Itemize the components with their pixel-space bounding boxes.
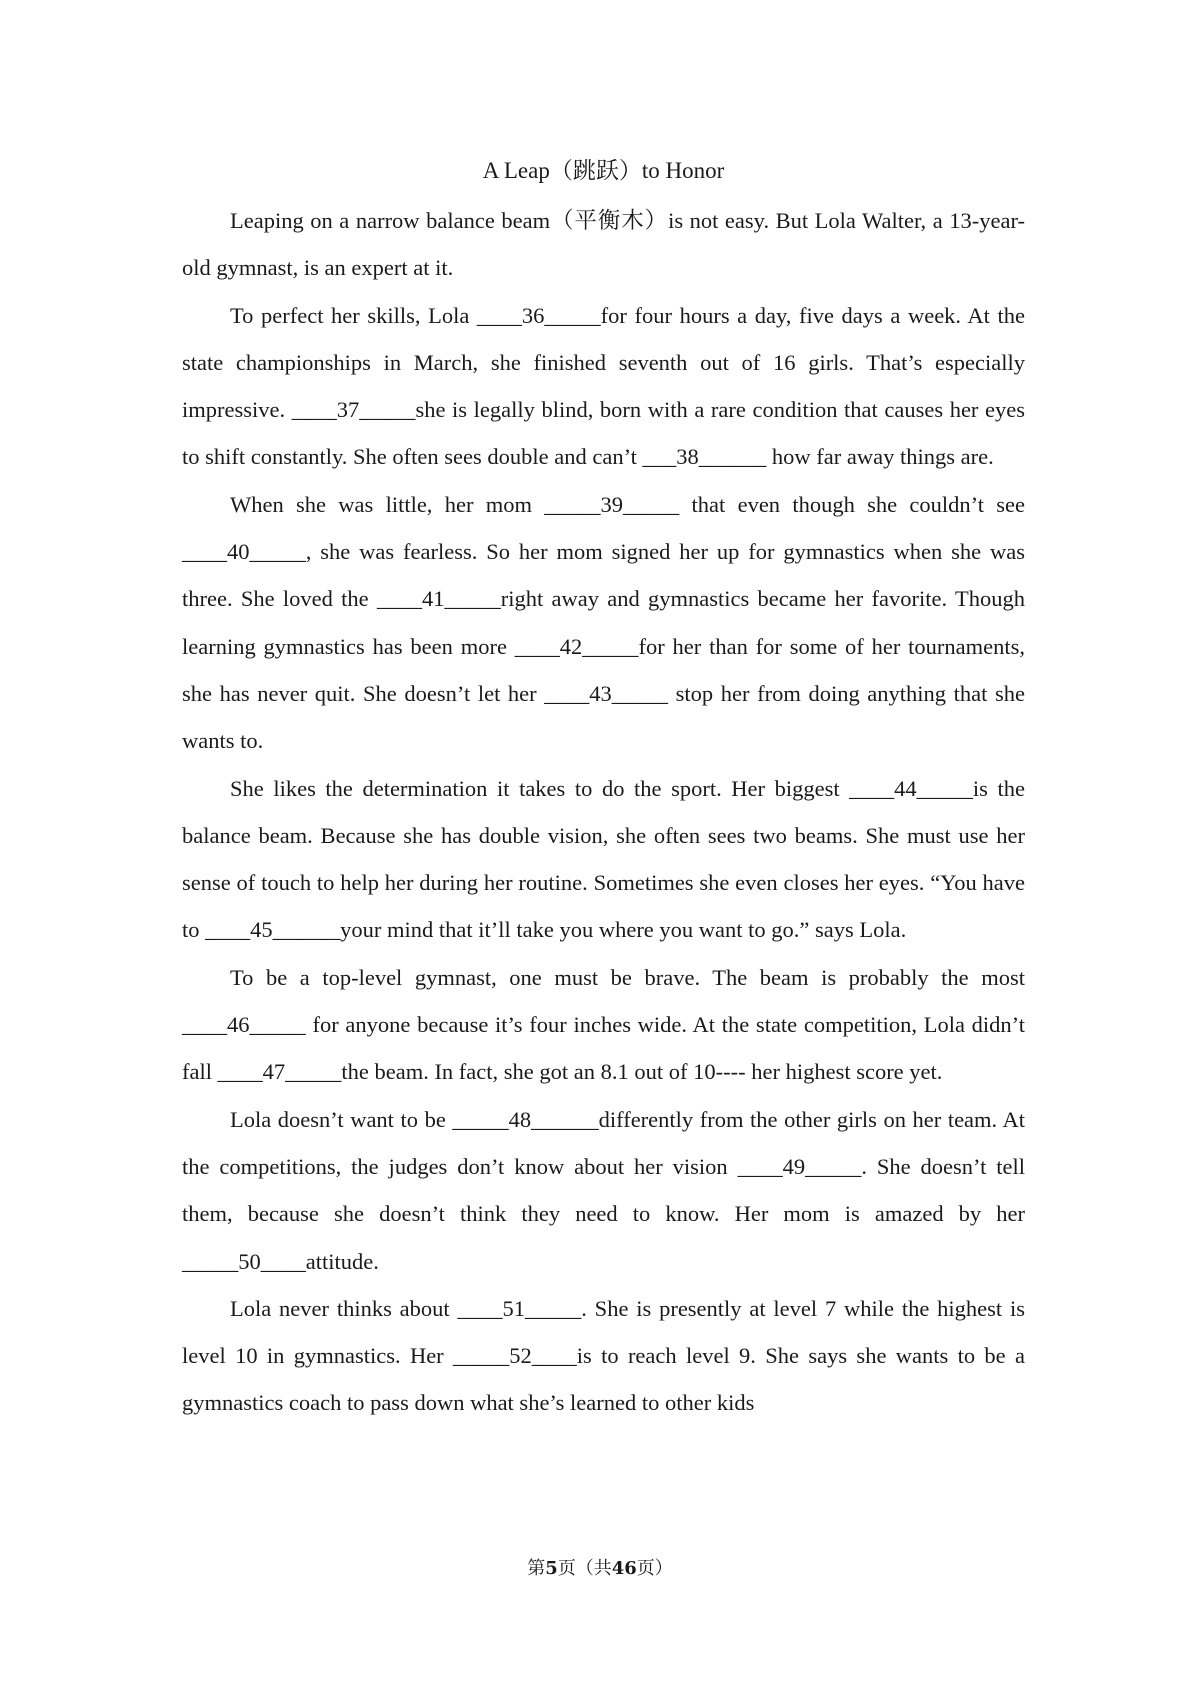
footer-middle: 页（共 (557, 1558, 612, 1579)
page-footer (0, 1554, 1200, 1580)
paragraph-7: Lola never thinks about ____51_____. She is presently at level 7 while the highest is level 10 in gymnastics. Her _____52____is to reach level 9. She says she wants to be a gymnastics coach to pass down what she’s learned to other kids (182, 1295, 1025, 1416)
article-title: A Leap（跳跃）to Honor (482, 158, 725, 183)
document-body (182, 151, 1025, 1427)
paragraph-6: Lola doesn’t want to be _____48______differently from the other girls on her team. At the competitions, the judges don’t know about her vision ____49_____. She doesn’t tell them, because she doesn’t think they need to know. Her mom is amazed by her _____50____attitude. (182, 1106, 1025, 1274)
paragraph-1: Leaping on a narrow balance beam（平衡木）is not easy. But Lola Walter, a 13-year-old gymnast, is an expert at it. (182, 208, 1025, 281)
footer-page-number: 5 (545, 1558, 558, 1579)
paragraph-4: She likes the determination it takes to do the sport. Her biggest ____44_____is the balance beam. Because she has double vision, she often sees two beams. She must use her sense of touch to help her during her routine. Sometimes she even closes her eyes. “You have to ____45______your mind that it’ll take you where you want to go.” says Lola. (182, 775, 1025, 943)
footer-total-pages: 46 (611, 1558, 637, 1579)
paragraph-2: To perfect her skills, Lola ____36_____for four hours a day, five days a week. At the state championships in March, she finished seventh out of 16 girls. That’s especially impressive. ____37_____she is legally blind, born with a rare condition that causes her eyes to shift constantly. She often sees double and can’t ___38______ how far away things are. (182, 302, 1025, 470)
paragraph-3: When she was little, her mom _____39_____ that even though she couldn’t see ____40_____, she was fearless. So her mom signed her up for gymnastics when she was three. She loved the ____41_____right away and gymnastics became her favorite. Though learning gymnastics has been more ____42_____for her than for some of her tournaments, she has never quit. She doesn’t let her ____43_____ stop her from doing anything that she wants to. (182, 491, 1025, 754)
footer-suffix: 页） (636, 1558, 673, 1579)
paragraph-5: To be a top-level gymnast, one must be brave. The beam is probably the most ____46_____ for anyone because it’s four inches wide. At the state competition, Lola didn’t fall ____47_____the beam. In fact, she got an 8.1 out of 10---- her highest score yet. (182, 964, 1025, 1085)
footer-prefix: 第 (527, 1558, 546, 1579)
